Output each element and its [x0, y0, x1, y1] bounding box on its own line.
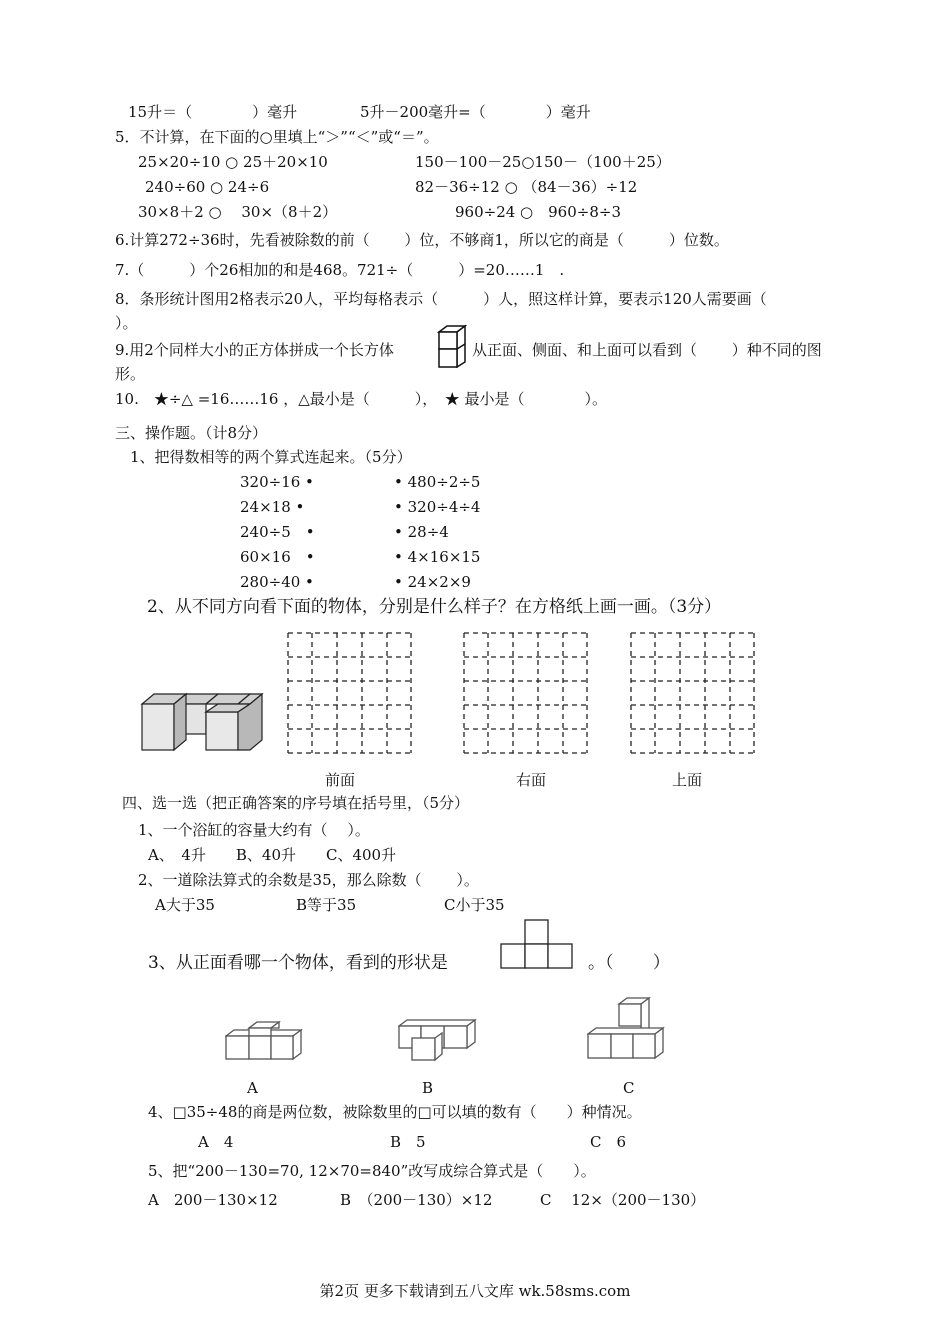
q6-text: 6.计算272÷36时，先看被除数的前（ ）位，不够商1，所以它的商是（ ）位数。 — [115, 231, 729, 249]
grid-right[interactable] — [463, 632, 588, 754]
q8-line2: ）。 — [115, 314, 138, 332]
q8-line1: 8．条形统计图用2格表示20人，平均每格表示（ ）人，照这样计算，要表示120人需要画（ — [115, 290, 767, 308]
grid-top[interactable] — [630, 632, 755, 754]
s4-q2-option-c: C小于35 — [444, 896, 505, 914]
match-right-5: • 24×2×9 — [394, 573, 471, 591]
label-right: 右面 — [516, 771, 547, 789]
q9-part1: 9.用2个同样大小的正方体拼成一个长方体 — [115, 341, 394, 359]
option-a-object — [225, 1020, 303, 1066]
label-front: 前面 — [325, 771, 356, 789]
match-left-3: 240÷5 • — [240, 523, 315, 541]
s4-q1-options: A、 4升 B、40升 C、400升 — [148, 846, 397, 864]
option-c-object — [587, 996, 665, 1064]
s4-q4-text: 4、□35÷48的商是两位数，被除数里的□可以填的数有（ ）种情况。 — [148, 1103, 642, 1121]
front-view-shape-icon — [500, 919, 574, 969]
q5-row2-right: 82－36÷12 ○ （84－36）÷12 — [415, 178, 638, 196]
q5-row1-right: 150－100－25○150－（100＋25） — [415, 153, 671, 171]
s4-q1-text: 1、一个浴缸的容量大约有（ ）。 — [138, 821, 370, 839]
q7-text: 7.（ ）个26相加的和是468。721÷（ ）=20……1 . — [115, 261, 565, 279]
s4-q4-option-a: A 4 — [198, 1133, 234, 1151]
q5-row3-left: 30×8＋2 ○ 30×（8＋2） — [138, 203, 338, 221]
s4-q5-option-a: A 200－130×12 — [148, 1191, 278, 1209]
s4-q5-option-c: C 12×（200－130） — [540, 1191, 706, 1209]
grid-front[interactable] — [287, 632, 412, 754]
match-right-4: • 4×16×15 — [394, 548, 481, 566]
section4-title: 四、选一选（把正确答案的序号填在括号里，（5分） — [122, 794, 470, 812]
q9-part2: 从正面、侧面、和上面可以看到（ ）种不同的图 — [472, 341, 822, 359]
s4-q4-option-c: C 6 — [590, 1133, 627, 1151]
q9-line2: 形。 — [115, 365, 146, 383]
q10-text: 10. ★÷△ =16……16 ，△最小是（ ）， ★ 最小是（ ）。 — [115, 390, 608, 408]
s4-q4-option-b: B 5 — [390, 1133, 426, 1151]
match-right-2: • 320÷4÷4 — [394, 498, 481, 516]
s4-q3-text: 3、从正面看哪一个物体，看到的形状是 — [148, 953, 448, 973]
label-top: 上面 — [672, 771, 703, 789]
s3-p1-title: 1、把得数相等的两个算式连起来。（5分） — [130, 448, 412, 466]
q4-tail-left: 15升＝（ ）毫升 — [128, 103, 298, 121]
q5-row2-left: 240÷60 ○ 24÷6 — [145, 178, 270, 196]
s4-q2-text: 2、一道除法算式的余数是35，那么除数（ ）。 — [138, 871, 479, 889]
match-left-1: 320÷16 • — [240, 473, 314, 491]
cube-object-figure — [140, 692, 265, 758]
s4-q5-option-b: B （200－130）×12 — [340, 1191, 493, 1209]
s4-q5-text: 5、把“200－130=70, 12×70=840”改写成综合算式是（ ）。 — [148, 1162, 596, 1180]
q5-title: 5．不计算，在下面的○里填上“＞”“＜”或“＝”。 — [115, 128, 439, 146]
q4-tail-right: 5升－200毫升=（ ）毫升 — [360, 103, 591, 121]
match-right-3: • 28÷4 — [394, 523, 449, 541]
s4-q3-label-a: A — [247, 1079, 258, 1097]
s4-q2-option-b: B等于35 — [296, 896, 357, 914]
page-footer: 第2页 更多下载请到五八文库 wk.58sms.com — [319, 1282, 631, 1300]
match-right-1: • 480÷2÷5 — [394, 473, 481, 491]
s4-q3-tail: 。（ ） — [588, 953, 670, 973]
match-left-2: 24×18 • — [240, 498, 305, 516]
stacked-cubes-icon — [437, 324, 467, 372]
section3-title: 三、操作题。（计8分） — [115, 424, 268, 442]
s4-q3-label-c: C — [623, 1079, 635, 1097]
s4-q3-label-b: B — [422, 1079, 434, 1097]
match-left-5: 280÷40 • — [240, 573, 314, 591]
s4-q2-option-a: A大于35 — [155, 896, 215, 914]
s3-p2-title: 2、从不同方向看下面的物体，分别是什么样子？在方格纸上画一画。（3分） — [147, 597, 722, 617]
match-left-4: 60×16 • — [240, 548, 315, 566]
q5-row3-right: 960÷24 ○ 960÷8÷3 — [455, 203, 621, 221]
q5-row1-left: 25×20÷10 ○ 25＋20×10 — [138, 153, 328, 171]
option-b-object — [398, 1018, 478, 1066]
